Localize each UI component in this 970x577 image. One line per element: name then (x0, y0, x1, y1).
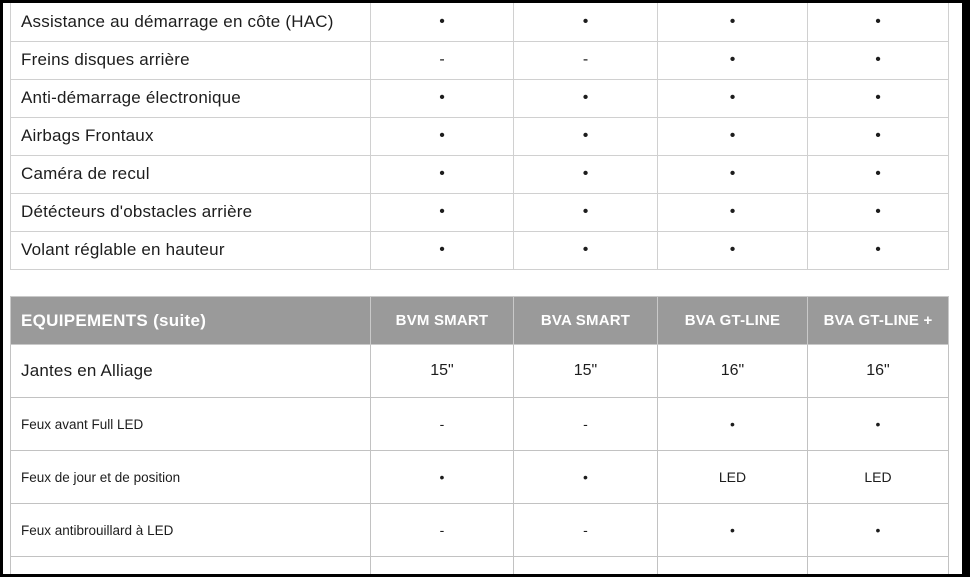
table-row (11, 398, 949, 451)
feature-value: - (371, 398, 514, 451)
feature-value: - (371, 41, 514, 79)
feature-value: - (514, 41, 658, 79)
feature-value: • (371, 79, 514, 117)
feature-value: - (371, 504, 514, 557)
feature-value: • (808, 193, 949, 231)
table-row (11, 504, 949, 557)
feature-value: • (658, 155, 808, 193)
feature-value: LED (808, 451, 949, 504)
feature-label: Volant réglable en hauteur (11, 231, 371, 269)
feature-value: 16" (808, 345, 949, 398)
feature-value: • (658, 3, 808, 41)
feature-value: • (371, 117, 514, 155)
feature-value: • (514, 451, 658, 504)
table-row (11, 451, 949, 504)
feature-value (371, 557, 514, 575)
feature-value: • (808, 231, 949, 269)
feature-value: • (514, 231, 658, 269)
feature-value: • (371, 451, 514, 504)
feature-value: • (514, 155, 658, 193)
feature-label: Anti-démarrage électronique (11, 79, 371, 117)
feature-value: • (658, 398, 808, 451)
feature-label: Détécteurs d'obstacles arrière (11, 193, 371, 231)
feature-value: • (658, 504, 808, 557)
feature-value: • (514, 117, 658, 155)
feature-value: • (658, 231, 808, 269)
feature-label: Airbags Frontaux (11, 117, 371, 155)
equipment-table-top (10, 3, 949, 270)
feature-value: • (808, 398, 949, 451)
feature-value: • (371, 155, 514, 193)
table-header-row (11, 297, 949, 345)
equipment-table-suite (10, 296, 949, 574)
table-row (11, 3, 949, 41)
table-title: EQUIPEMENTS (suite) (11, 297, 371, 345)
feature-value: - (514, 398, 658, 451)
table-row (11, 193, 949, 231)
table-row (11, 117, 949, 155)
feature-value: • (514, 193, 658, 231)
feature-value (658, 557, 808, 575)
column-header-bva-smart: BVA SMART (514, 297, 658, 345)
feature-label: Feux avant Full LED (11, 398, 371, 451)
table-row (11, 79, 949, 117)
feature-value: • (808, 117, 949, 155)
feature-value: - (514, 504, 658, 557)
feature-value: • (371, 193, 514, 231)
feature-value: • (658, 193, 808, 231)
feature-label: Assistance au démarrage en côte (HAC) (11, 3, 371, 41)
feature-value: • (658, 41, 808, 79)
table-row (11, 231, 949, 269)
feature-value: • (371, 231, 514, 269)
table-row-partial (11, 557, 949, 575)
feature-value: • (514, 3, 658, 41)
feature-value: • (808, 3, 949, 41)
feature-label: Jantes en Alliage (11, 345, 371, 398)
feature-label: Caméra de recul (11, 155, 371, 193)
table-row (11, 41, 949, 79)
feature-value (514, 557, 658, 575)
feature-value: • (808, 504, 949, 557)
feature-value: • (371, 3, 514, 41)
feature-value: 15" (371, 345, 514, 398)
feature-value: • (808, 41, 949, 79)
feature-value: • (808, 155, 949, 193)
column-header-bva-gt-line-plus: BVA GT-LINE + (808, 297, 949, 345)
feature-value: • (514, 79, 658, 117)
table-row (11, 155, 949, 193)
feature-label: Feux antibrouillard à LED (11, 504, 371, 557)
feature-value: • (658, 117, 808, 155)
feature-label: Feux de jour et de position (11, 451, 371, 504)
feature-value: • (658, 79, 808, 117)
column-header-bva-gt-line: BVA GT-LINE (658, 297, 808, 345)
feature-label (11, 557, 371, 575)
table-row (11, 345, 949, 398)
feature-label: Freins disques arrière (11, 41, 371, 79)
feature-value: • (808, 79, 949, 117)
page-background (3, 3, 962, 574)
feature-value (808, 557, 949, 575)
feature-value: LED (658, 451, 808, 504)
feature-value: 15" (514, 345, 658, 398)
column-header-bvm-smart: BVM SMART (371, 297, 514, 345)
feature-value: 16" (658, 345, 808, 398)
